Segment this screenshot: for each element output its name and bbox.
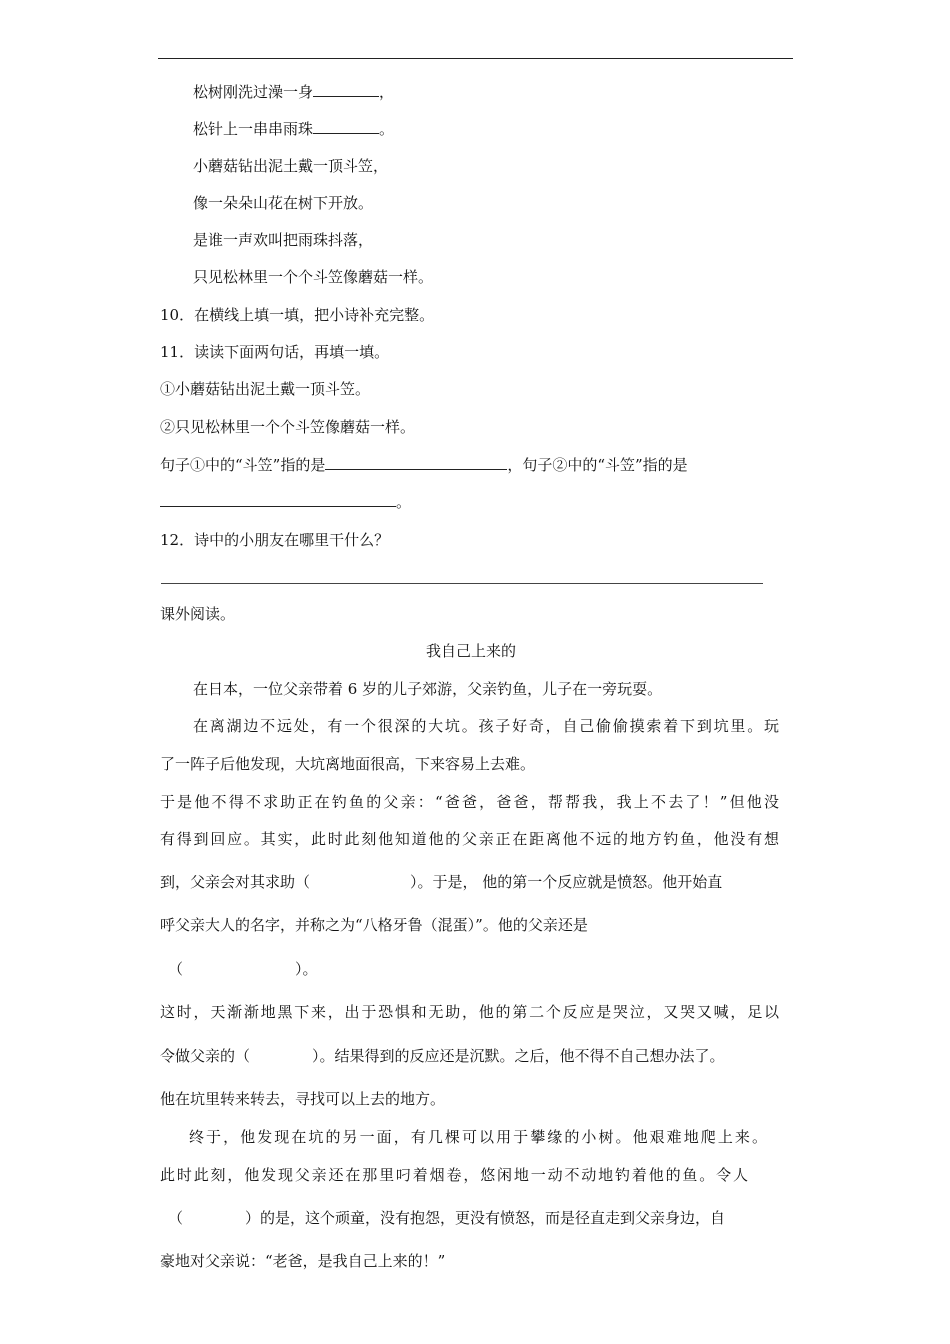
question-11-sentence-2: ②只见松林里一个个斗笠像蘑菇一样。 — [160, 418, 416, 436]
article-p4-line-2-pre: 令做父亲的（ — [160, 1047, 251, 1065]
article-p5-line-1: 终于，他发现在坑的另一面，有几棵可以用于攀缘的小树。他艰难地爬上来。 — [189, 1128, 767, 1146]
question-11-fill-a: 句子①中的“斗笠”指的是 — [160, 456, 326, 474]
article-p1: 在日本，一位父亲带着 6 岁的儿子郊游，父亲钓鱼，儿子在一旁玩耍。 — [193, 680, 663, 698]
question-11-fill-line — [160, 455, 688, 475]
question-11-fill-line-2 — [160, 492, 411, 512]
poem-line-2 — [193, 119, 394, 139]
article-p4-line-1: 这时，天渐渐地黑下来，出于恐惧和无助，他的第二个反应是哭泣，又哭又喊，足以 — [160, 1003, 779, 1021]
article-p4-line-2-post: ）。结果得到的反应还是沉默。之后，他不得不自己想办法了。 — [312, 1047, 725, 1065]
article-p4-line-3: 他在坑里转来转去，寻找可以上去的地方。 — [160, 1090, 446, 1108]
article-p3-line-3-post: ）。于是， 他的第一个反应就是愤怒。他开始直 — [410, 873, 723, 891]
article-p5-line-4: 豪地对父亲说：“老爸，是我自己上来的！” — [160, 1252, 446, 1270]
poem-line-1 — [193, 82, 394, 102]
poem-line-1-text: 松树刚洗过澡一身 — [193, 83, 314, 101]
question-11-blank-2[interactable] — [160, 492, 396, 507]
poem-line-6: 只见松林里一个个斗笠像蘑菇一样。 — [193, 268, 434, 286]
article-p5-line-3 — [168, 1208, 725, 1228]
poem-line-1-punct: ， — [379, 83, 395, 101]
article-p3-line-2: 有得到回应。其实，此时此刻他知道他的父亲正在距离他不远的地方钓鱼，他没有想 — [160, 830, 779, 848]
question-12-answer-line[interactable] — [161, 583, 763, 584]
question-12: 12．诗中的小朋友在哪里干什么？ — [160, 531, 390, 549]
question-11-blank-1[interactable] — [325, 455, 507, 470]
article-p3-line-5 — [168, 959, 318, 979]
poem-blank-1[interactable] — [313, 82, 379, 97]
article-p3-line-3-pre: 到，父亲会对其求助（ — [160, 873, 311, 891]
article-p3-line-1: 于是他不得不求助正在钓鱼的父亲：“爸爸，爸爸，帮帮我，我上不去了！”但他没 — [160, 793, 779, 811]
question-11-sentence-1: ①小蘑菇钻出泥土戴一顶斗笠。 — [160, 380, 371, 398]
article-p3-close-paren: ）。 — [295, 960, 318, 978]
article-p2-line-2: 了一阵子后他发现，大坑离地面很高，下来容易上去难。 — [160, 755, 536, 773]
article-p3-line-4: 呼父亲大人的名字，并称之为“八格牙鲁（混蛋）”。他的父亲还是 — [160, 916, 588, 934]
article-p5-open-paren: （ — [168, 1209, 184, 1227]
poem-line-4: 像一朵朵山花在树下开放。 — [193, 194, 374, 212]
article-p5-line-2: 此时此刻，他发现父亲还在那里叼着烟卷，悠闲地一动不动地钓着他的鱼。令人 — [160, 1166, 748, 1184]
question-11-fill-end: 。 — [396, 493, 412, 511]
article-title: 我自己上来的 — [426, 642, 517, 660]
poem-line-5: 是谁一声欢叫把雨珠抖落， — [193, 231, 374, 249]
question-11: 11．读读下面两句话，再填一填。 — [160, 343, 390, 361]
article-p3-open-paren: （ — [168, 960, 184, 978]
page-top-rule — [158, 58, 793, 59]
poem-line-2-punct: 。 — [379, 120, 395, 138]
article-p5-line-3-post: ）的是，这个顽童，没有抱怨，更没有愤怒，而是径直走到父亲身边，自 — [245, 1209, 726, 1227]
question-10: 10．在横线上填一填，把小诗补充完整。 — [160, 306, 435, 324]
poem-blank-2[interactable] — [313, 119, 379, 134]
poem-line-3: 小蘑菇钻出泥土戴一顶斗笠， — [193, 157, 389, 175]
poem-line-2-text: 松针上一串串雨珠 — [193, 120, 314, 138]
extra-reading-heading: 课外阅读。 — [160, 605, 236, 623]
question-11-fill-b: ，句子②中的“斗笠”指的是 — [507, 456, 688, 474]
article-p3-line-3 — [160, 872, 722, 892]
article-p4-line-2 — [160, 1046, 725, 1066]
article-p2-line-1: 在离湖边不远处，有一个很深的大坑。孩子好奇，自己偷偷摸索着下到坑里。玩 — [193, 717, 779, 735]
